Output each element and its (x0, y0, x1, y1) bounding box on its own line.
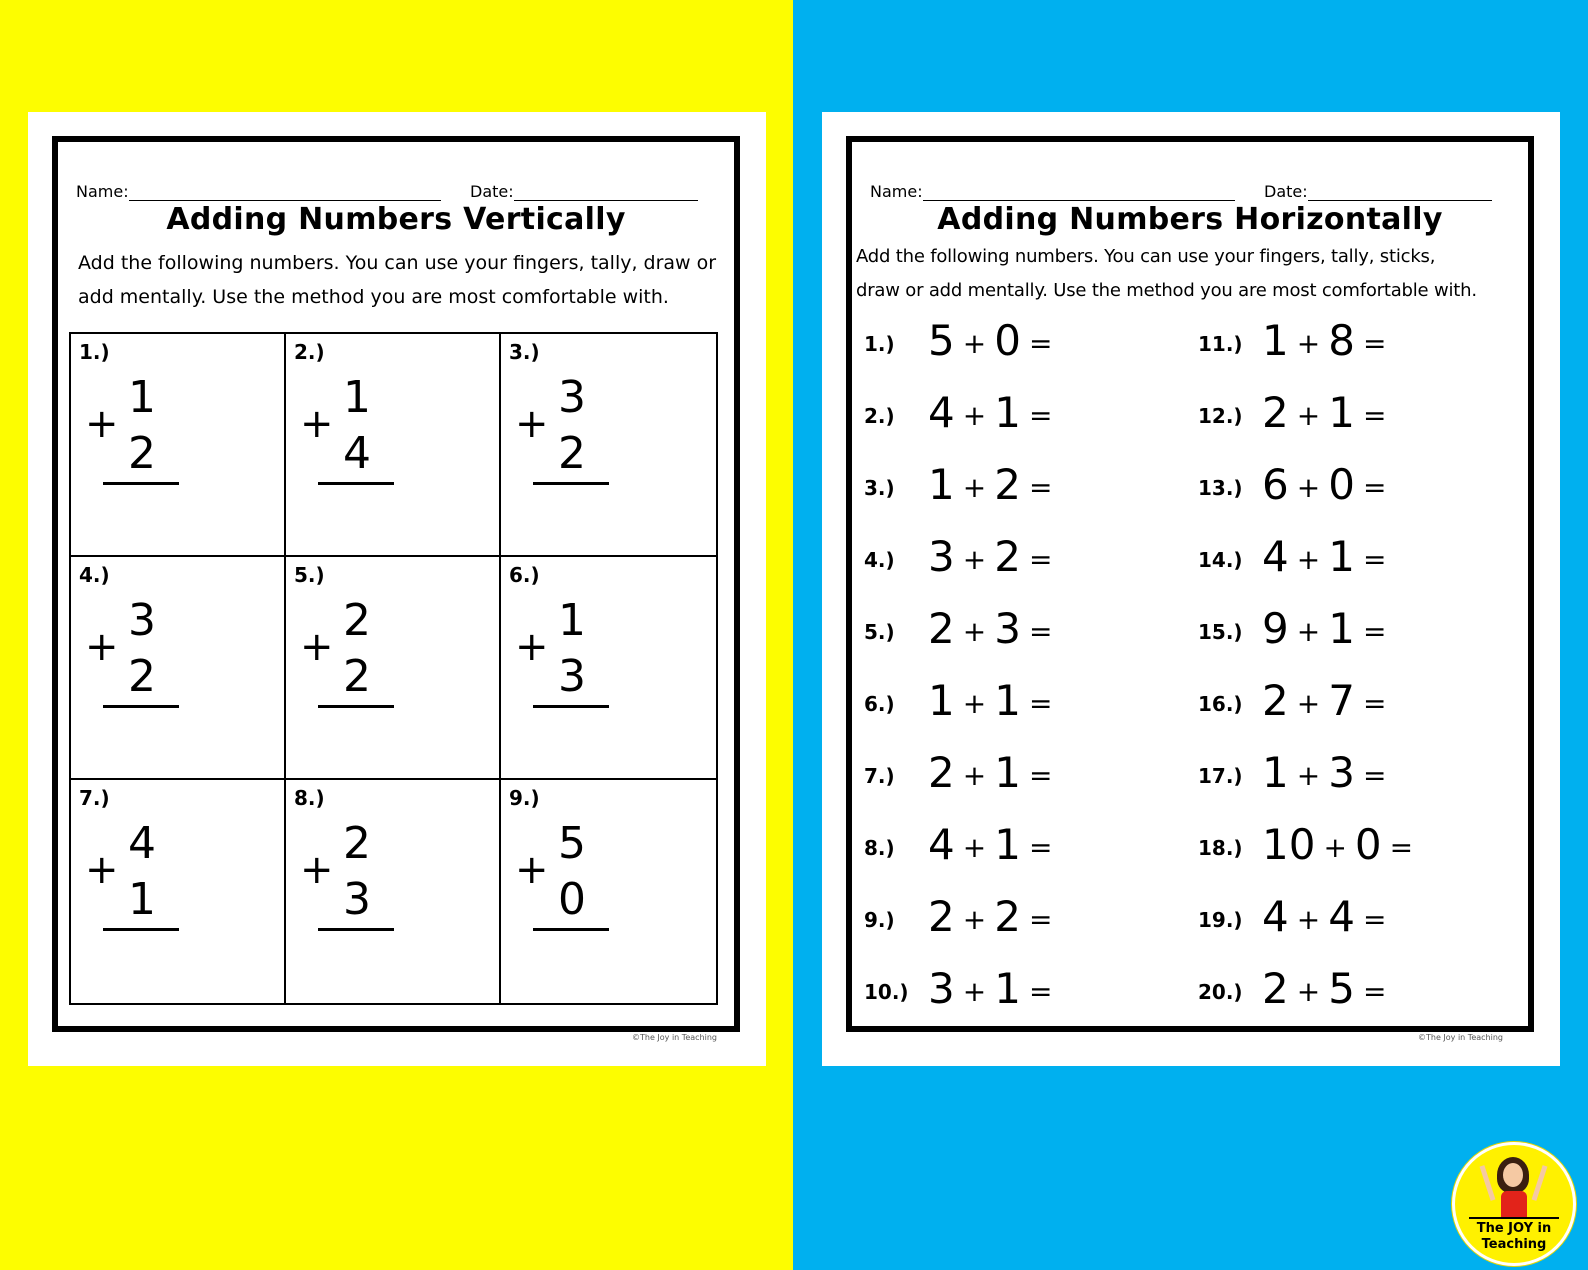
problem-cell (501, 780, 716, 1003)
plus-sign: + (962, 543, 987, 576)
equals-sign: = (1362, 327, 1387, 360)
date-field (1264, 182, 1492, 201)
problem-number: 1.) (864, 332, 895, 356)
second-addend: 0 (1328, 460, 1355, 509)
plus-sign: + (1323, 831, 1347, 864)
answer-line[interactable] (103, 928, 179, 931)
problem-row (864, 600, 1164, 670)
problem-row (1198, 960, 1498, 1030)
top-addend: 4 (128, 818, 156, 869)
worksheet-frame (52, 136, 740, 1032)
horizontal-worksheet (822, 112, 1560, 1066)
equation (1262, 316, 1394, 365)
bottom-addend: 2 (128, 428, 156, 479)
plus-sign: + (300, 624, 334, 670)
problem-number: 18.) (1198, 836, 1243, 860)
plus-sign: + (962, 975, 987, 1008)
worksheet-title: Adding Numbers Horizontally (937, 202, 1443, 237)
equals-sign: = (1389, 831, 1414, 864)
second-addend: 1 (994, 676, 1021, 725)
problem-cell (501, 334, 716, 557)
first-addend: 3 (928, 532, 955, 581)
problem-row (864, 744, 1164, 814)
equation (1262, 460, 1394, 509)
instructions (78, 246, 716, 314)
top-addend: 3 (128, 595, 156, 646)
plus-sign: + (515, 401, 549, 447)
answer-line[interactable] (103, 482, 179, 485)
second-addend: 3 (994, 604, 1021, 653)
plus-sign: + (85, 847, 119, 893)
problem-number: 14.) (1198, 548, 1243, 572)
equals-sign: = (1362, 975, 1387, 1008)
first-addend: 2 (928, 748, 955, 797)
second-addend: 1 (994, 748, 1021, 797)
second-addend: 8 (1328, 316, 1355, 365)
top-addend: 5 (558, 818, 586, 869)
problem-number: 7.) (79, 786, 110, 810)
second-addend: 1 (1328, 388, 1355, 437)
plus-sign: + (1296, 759, 1321, 792)
logo-face (1503, 1163, 1523, 1187)
equals-sign: = (1028, 903, 1053, 936)
logo-text-line: Teaching (1481, 1237, 1547, 1252)
answer-line[interactable] (533, 928, 609, 931)
equals-sign: = (1362, 399, 1387, 432)
plus-sign: + (962, 327, 987, 360)
first-addend: 2 (928, 604, 955, 653)
problem-cell (71, 557, 286, 780)
first-addend: 2 (1262, 964, 1289, 1013)
problem-number: 8.) (864, 836, 895, 860)
logo-arm (1480, 1165, 1496, 1201)
problem-number: 15.) (1198, 620, 1243, 644)
equals-sign: = (1028, 831, 1053, 864)
problem-number: 13.) (1198, 476, 1243, 500)
problem-grid (69, 332, 718, 1005)
name-label: Name: (870, 182, 923, 201)
answer-line[interactable] (533, 482, 609, 485)
top-addend: 1 (128, 372, 156, 423)
instructions-line: add mentally. Use the method you are most comfortable with. (78, 286, 669, 308)
bottom-addend: 3 (558, 651, 586, 702)
instructions-line: Add the following numbers. You can use your fingers, tally, draw or (78, 252, 717, 274)
worksheet-frame (846, 136, 1534, 1032)
second-addend: 2 (994, 532, 1021, 581)
first-addend: 4 (1262, 892, 1289, 941)
second-addend: 1 (994, 820, 1021, 869)
vertical-worksheet (28, 112, 766, 1066)
logo-desk-line (1469, 1217, 1559, 1219)
equation (1262, 532, 1394, 581)
problem-number: 4.) (864, 548, 895, 572)
bottom-addend: 2 (343, 651, 371, 702)
second-addend: 1 (1328, 604, 1355, 653)
second-addend: 0 (994, 316, 1021, 365)
problem-row (864, 888, 1164, 958)
copyright-footer: ©The Joy in Teaching (632, 1033, 717, 1042)
date-line (514, 186, 698, 201)
first-addend: 5 (928, 316, 955, 365)
equation (928, 748, 1060, 797)
top-addend: 2 (343, 595, 371, 646)
equation (928, 964, 1060, 1013)
first-addend: 2 (1262, 388, 1289, 437)
equation (928, 460, 1060, 509)
top-addend: 3 (558, 372, 586, 423)
problem-number: 9.) (509, 786, 540, 810)
plus-sign: + (1296, 471, 1321, 504)
problem-cell (71, 334, 286, 557)
instructions-line: Add the following numbers. You can use your fingers, tally, sticks, (856, 246, 1436, 267)
bottom-addend: 2 (558, 428, 586, 479)
equals-sign: = (1362, 615, 1387, 648)
problem-number: 7.) (864, 764, 895, 788)
copyright-footer: ©The Joy in Teaching (1418, 1033, 1503, 1042)
plus-sign: + (962, 399, 987, 432)
equation (1262, 388, 1394, 437)
equation (1262, 964, 1394, 1013)
plus-sign: + (1296, 615, 1321, 648)
problem-number: 16.) (1198, 692, 1243, 716)
problem-row (1198, 888, 1498, 958)
problem-row (1198, 744, 1498, 814)
plus-sign: + (515, 624, 549, 670)
problem-row (864, 672, 1164, 742)
problem-number: 3.) (509, 340, 540, 364)
bottom-addend: 1 (128, 874, 156, 925)
equals-sign: = (1362, 759, 1387, 792)
problem-number: 2.) (294, 340, 325, 364)
problem-number: 6.) (509, 563, 540, 587)
problem-row (1198, 672, 1498, 742)
second-addend: 5 (1328, 964, 1355, 1013)
plus-sign: + (962, 759, 987, 792)
answer-line[interactable] (318, 705, 394, 708)
plus-sign: + (515, 847, 549, 893)
equals-sign: = (1362, 543, 1387, 576)
second-addend: 7 (1328, 676, 1355, 725)
first-addend: 9 (1262, 604, 1289, 653)
name-field (870, 182, 1235, 201)
plus-sign: + (85, 624, 119, 670)
first-addend: 2 (1262, 676, 1289, 725)
first-addend: 4 (928, 820, 955, 869)
top-addend: 1 (558, 595, 586, 646)
second-addend: 2 (994, 460, 1021, 509)
problem-number: 19.) (1198, 908, 1243, 932)
first-addend: 10 (1262, 820, 1316, 869)
name-label: Name: (76, 182, 129, 201)
second-addend: 3 (1328, 748, 1355, 797)
answer-line[interactable] (318, 482, 394, 485)
equals-sign: = (1028, 471, 1053, 504)
equation (1262, 676, 1394, 725)
answer-line[interactable] (103, 705, 179, 708)
plus-sign: + (962, 903, 987, 936)
equation (928, 676, 1060, 725)
equation (928, 820, 1060, 869)
problem-number: 17.) (1198, 764, 1243, 788)
name-line (129, 186, 441, 201)
plus-sign: + (962, 687, 987, 720)
joy-in-teaching-logo (1452, 1142, 1576, 1266)
logo-text-line: The JOY in (1476, 1221, 1552, 1236)
problem-row (1198, 600, 1498, 670)
equals-sign: = (1362, 903, 1387, 936)
first-addend: 4 (928, 388, 955, 437)
logo-shirt (1501, 1191, 1527, 1219)
plus-sign: + (1296, 687, 1321, 720)
plus-sign: + (1296, 327, 1321, 360)
problem-row (864, 384, 1164, 454)
plus-sign: + (85, 401, 119, 447)
first-addend: 4 (1262, 532, 1289, 581)
first-addend: 1 (1262, 316, 1289, 365)
plus-sign: + (962, 471, 987, 504)
plus-sign: + (300, 847, 334, 893)
first-addend: 6 (1262, 460, 1289, 509)
problem-row (1198, 384, 1498, 454)
problem-row (864, 816, 1164, 886)
logo-text (1455, 1221, 1573, 1253)
second-addend: 2 (994, 892, 1021, 941)
problem-cell (286, 334, 501, 557)
second-addend: 4 (1328, 892, 1355, 941)
second-addend: 0 (1354, 820, 1382, 869)
problem-cell (501, 557, 716, 780)
second-addend: 1 (994, 388, 1021, 437)
equals-sign: = (1028, 759, 1053, 792)
first-addend: 2 (928, 892, 955, 941)
problem-row (864, 960, 1164, 1030)
equation (928, 532, 1060, 581)
date-field (470, 182, 698, 201)
top-addend: 2 (343, 818, 371, 869)
problem-cell (286, 557, 501, 780)
instructions-line: draw or add mentally. Use the method you are most comfortable with. (856, 280, 1477, 301)
plus-sign: + (1296, 543, 1321, 576)
equation (1262, 748, 1394, 797)
logo-arm (1532, 1165, 1548, 1201)
plus-sign: + (1296, 399, 1321, 432)
equation (928, 316, 1060, 365)
problem-number: 2.) (864, 404, 895, 428)
first-addend: 1 (928, 676, 955, 725)
problem-row (1198, 456, 1498, 526)
first-addend: 3 (928, 964, 955, 1013)
equals-sign: = (1028, 399, 1053, 432)
first-addend: 1 (928, 460, 955, 509)
second-addend: 1 (994, 964, 1021, 1013)
problem-number: 6.) (864, 692, 895, 716)
equation (1262, 604, 1394, 653)
bottom-addend: 4 (343, 428, 371, 479)
problem-cell (71, 780, 286, 1003)
date-label: Date: (1264, 182, 1308, 201)
date-line (1308, 186, 1492, 201)
date-label: Date: (470, 182, 514, 201)
problem-cell (286, 780, 501, 1003)
equals-sign: = (1028, 687, 1053, 720)
name-line (923, 186, 1235, 201)
bottom-addend: 2 (128, 651, 156, 702)
equals-sign: = (1362, 687, 1387, 720)
equals-sign: = (1028, 543, 1053, 576)
plus-sign: + (300, 401, 334, 447)
problem-number: 20.) (1198, 980, 1243, 1004)
problem-number: 8.) (294, 786, 325, 810)
problem-number: 5.) (294, 563, 325, 587)
answer-line[interactable] (318, 928, 394, 931)
problem-number: 10.) (864, 980, 909, 1004)
problem-row (864, 528, 1164, 598)
second-addend: 1 (1328, 532, 1355, 581)
problem-number: 1.) (79, 340, 110, 364)
answer-line[interactable] (533, 705, 609, 708)
problem-number: 4.) (79, 563, 110, 587)
equals-sign: = (1028, 327, 1053, 360)
problem-number: 11.) (1198, 332, 1243, 356)
bottom-addend: 0 (558, 874, 586, 925)
problem-row (864, 456, 1164, 526)
top-addend: 1 (343, 372, 371, 423)
plus-sign: + (1296, 903, 1321, 936)
equation (928, 388, 1060, 437)
equals-sign: = (1362, 471, 1387, 504)
name-field (76, 182, 441, 201)
problem-number: 12.) (1198, 404, 1243, 428)
problem-number: 3.) (864, 476, 895, 500)
problem-row (1198, 312, 1498, 382)
first-addend: 1 (1262, 748, 1289, 797)
equals-sign: = (1028, 975, 1053, 1008)
equation (1262, 892, 1394, 941)
problem-row (864, 312, 1164, 382)
plus-sign: + (1296, 975, 1321, 1008)
plus-sign: + (962, 615, 987, 648)
equation (1262, 820, 1421, 869)
equation (928, 604, 1060, 653)
plus-sign: + (962, 831, 987, 864)
equation (928, 892, 1060, 941)
worksheet-title: Adding Numbers Vertically (166, 202, 626, 237)
problem-row (1198, 816, 1498, 886)
problem-number: 5.) (864, 620, 895, 644)
problem-row (1198, 528, 1498, 598)
instructions (856, 240, 1477, 308)
bottom-addend: 3 (343, 874, 371, 925)
problem-number: 9.) (864, 908, 895, 932)
equals-sign: = (1028, 615, 1053, 648)
